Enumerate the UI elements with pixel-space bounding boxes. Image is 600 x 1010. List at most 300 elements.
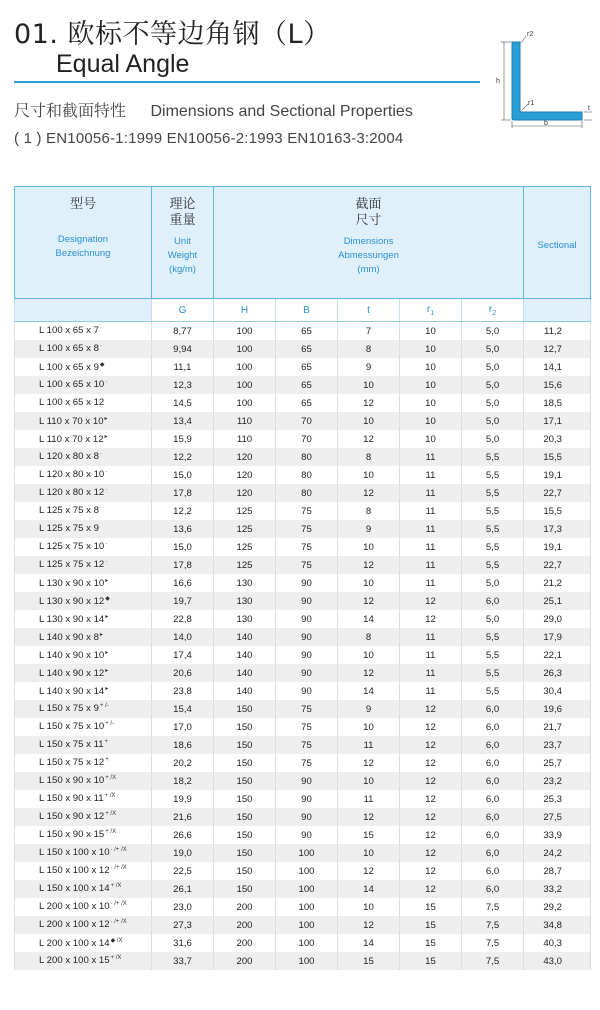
table-row	[15, 898, 591, 916]
cell-b: 65	[276, 358, 338, 376]
symbol-designation-blank	[15, 299, 152, 322]
cell-t: 10	[338, 574, 400, 592]
designation-mark: ·	[105, 469, 108, 476]
cell-designation	[15, 520, 152, 538]
designation-mark: ◆	[105, 595, 110, 602]
cell-b: 80	[276, 466, 338, 484]
cell-g: 14,5	[152, 394, 214, 412]
cell-sectional: 22,7	[524, 556, 591, 574]
cell-h: 125	[214, 556, 276, 574]
cell-r1: 10	[400, 412, 462, 430]
cell-r1: 11	[400, 502, 462, 520]
designation-text: L 150 x 100 x 12	[39, 865, 110, 877]
cell-g: 15,0	[152, 466, 214, 484]
cell-t: 12	[338, 484, 400, 502]
cell-r2: 7,5	[462, 898, 524, 916]
cell-designation	[15, 682, 152, 700]
col-designation-en2: Bezeichnung	[55, 248, 111, 259]
table-row	[15, 880, 591, 898]
designation-mark: ▸	[99, 631, 103, 638]
designation-text: L 150 x 90 x 10	[39, 775, 105, 787]
cell-t: 10	[338, 844, 400, 862]
col-sectional	[524, 187, 591, 299]
cell-r2: 6,0	[462, 736, 524, 754]
cell-r1: 11	[400, 574, 462, 592]
cell-h: 150	[214, 700, 276, 718]
cell-r1: 10	[400, 430, 462, 448]
cell-sectional: 19,6	[524, 700, 591, 718]
cell-designation	[15, 592, 152, 610]
cell-r1: 12	[400, 880, 462, 898]
cell-h: 200	[214, 916, 276, 934]
designation-mark: ·	[99, 325, 102, 332]
cell-t: 11	[338, 736, 400, 754]
cell-sectional: 19,1	[524, 466, 591, 484]
cell-sectional: 17,3	[524, 520, 591, 538]
equal-angle-section-icon	[484, 28, 596, 128]
designation-mark: ▸	[105, 667, 109, 674]
designation-mark: ▸	[105, 685, 109, 692]
cell-t: 9	[338, 700, 400, 718]
symbol-r1-base: r	[426, 303, 431, 315]
cell-r2: 6,0	[462, 754, 524, 772]
cell-g: 23,0	[152, 898, 214, 916]
designation-mark: + /X	[110, 955, 122, 962]
col-dimensions-en2: Abmessungen	[338, 250, 399, 261]
cell-g: 31,6	[152, 934, 214, 952]
cell-designation	[15, 394, 152, 412]
standards-line: ( 1 ) EN10056-1:1999 EN10056-2:1993 EN10163-3:2004	[14, 130, 404, 147]
cell-r1: 10	[400, 376, 462, 394]
cell-sectional: 15,5	[524, 502, 591, 520]
cell-r1: 12	[400, 862, 462, 880]
symbol-row	[15, 299, 591, 322]
designation-text: L 100 x 65 x 9	[39, 362, 99, 374]
col-dimensions	[214, 187, 524, 299]
cell-r1: 12	[400, 592, 462, 610]
cell-r2: 5,5	[462, 646, 524, 664]
cell-h: 100	[214, 394, 276, 412]
cell-b: 75	[276, 700, 338, 718]
cell-b: 75	[276, 556, 338, 574]
designation-text: L 200 x 100 x 12	[39, 919, 110, 931]
designation-mark: + /X	[105, 829, 117, 836]
cell-h: 150	[214, 790, 276, 808]
cell-h: 150	[214, 754, 276, 772]
designation-text: L 140 x 90 x 10	[39, 650, 105, 662]
cell-t: 12	[338, 430, 400, 448]
designation-text: L 200 x 100 x 15	[39, 955, 110, 967]
cell-g: 26,1	[152, 880, 214, 898]
designation-text: L 120 x 80 x 10	[39, 469, 105, 481]
cell-designation	[15, 484, 152, 502]
cell-r2: 5,0	[462, 412, 524, 430]
cell-h: 140	[214, 664, 276, 682]
table-row	[15, 736, 591, 754]
designation-text: L 100 x 65 x 7	[39, 325, 99, 337]
cell-b: 75	[276, 754, 338, 772]
label-t: t	[588, 105, 590, 112]
table-row	[15, 718, 591, 736]
table-row	[15, 376, 591, 394]
cell-t: 9	[338, 520, 400, 538]
cell-sectional: 25,1	[524, 592, 591, 610]
table-row	[15, 592, 591, 610]
cell-r2: 5,5	[462, 484, 524, 502]
cell-designation	[15, 646, 152, 664]
cell-g: 16,6	[152, 574, 214, 592]
cell-r2: 5,5	[462, 664, 524, 682]
cell-b: 70	[276, 412, 338, 430]
cell-h: 110	[214, 430, 276, 448]
table-body	[15, 322, 591, 971]
cell-g: 13,6	[152, 520, 214, 538]
cell-h: 100	[214, 376, 276, 394]
header-row	[15, 187, 591, 299]
cell-h: 150	[214, 826, 276, 844]
table-row	[15, 412, 591, 430]
designation-text: L 125 x 75 x 10	[39, 541, 105, 553]
col-dimensions-en3: (mm)	[357, 264, 380, 275]
table-row	[15, 484, 591, 502]
cell-h: 125	[214, 538, 276, 556]
cell-b: 100	[276, 862, 338, 880]
designation-text: L 150 x 100 x 14	[39, 883, 110, 895]
cell-r2: 5,0	[462, 430, 524, 448]
col-weight-en2: Weight	[167, 250, 198, 261]
cell-h: 100	[214, 340, 276, 358]
col-dimensions-cn2: 尺寸	[355, 213, 382, 228]
cell-designation	[15, 754, 152, 772]
cell-sectional: 17,1	[524, 412, 591, 430]
cell-h: 150	[214, 880, 276, 898]
cell-g: 22,8	[152, 610, 214, 628]
cell-designation	[15, 412, 152, 430]
table-row	[15, 790, 591, 808]
cell-t: 8	[338, 448, 400, 466]
cell-r2: 5,0	[462, 610, 524, 628]
table-row	[15, 646, 591, 664]
cell-designation	[15, 448, 152, 466]
cell-t: 10	[338, 772, 400, 790]
cell-sectional: 18,5	[524, 394, 591, 412]
cell-designation	[15, 736, 152, 754]
designation-text: L 200 x 100 x 14	[39, 938, 110, 950]
cell-h: 110	[214, 412, 276, 430]
cell-sectional: 34,8	[524, 916, 591, 934]
cell-sectional: 25,3	[524, 790, 591, 808]
designation-mark: +	[104, 739, 109, 746]
cell-t: 14	[338, 880, 400, 898]
designation-text: L 150 x 90 x 15	[39, 829, 105, 841]
table-row	[15, 844, 591, 862]
cell-g: 12,2	[152, 448, 214, 466]
cell-sectional: 29,2	[524, 898, 591, 916]
cell-r2: 5,5	[462, 520, 524, 538]
cell-designation	[15, 880, 152, 898]
symbol-r2	[462, 299, 524, 322]
designation-mark: ▸	[105, 649, 109, 656]
cell-r2: 5,5	[462, 448, 524, 466]
symbol-r2-sub: 2	[492, 309, 497, 317]
cell-g: 8,77	[152, 322, 214, 341]
cell-sectional: 27,5	[524, 808, 591, 826]
cell-sectional: 23,7	[524, 736, 591, 754]
col-weight-en1: Unit	[174, 236, 191, 247]
cell-sectional: 22,1	[524, 646, 591, 664]
page-header	[0, 0, 600, 180]
table-row	[15, 754, 591, 772]
designation-text: L 100 x 65 x 8	[39, 343, 99, 355]
col-weight-cn2: 重量	[169, 213, 196, 228]
cell-r2: 6,0	[462, 880, 524, 898]
cell-designation	[15, 502, 152, 520]
cell-r1: 12	[400, 718, 462, 736]
cell-h: 120	[214, 448, 276, 466]
title-chinese: 01. 欧标不等边角钢（L）	[14, 19, 331, 50]
table-row	[15, 574, 591, 592]
cell-g: 15,9	[152, 430, 214, 448]
designation-text: L 150 x 75 x 12	[39, 757, 105, 769]
cell-designation	[15, 826, 152, 844]
table-row	[15, 952, 591, 970]
cell-sectional: 30,4	[524, 682, 591, 700]
table-row	[15, 934, 591, 952]
cell-b: 90	[276, 772, 338, 790]
cell-h: 130	[214, 592, 276, 610]
cell-g: 17,0	[152, 718, 214, 736]
cell-sectional: 25,7	[524, 754, 591, 772]
cell-b: 90	[276, 610, 338, 628]
designation-mark: + /-	[105, 721, 115, 728]
cell-sectional: 43,0	[524, 952, 591, 970]
designation-text: L 150 x 75 x 10	[39, 721, 105, 733]
cell-r1: 10	[400, 394, 462, 412]
cell-g: 22,5	[152, 862, 214, 880]
designation-mark: · /+ /X	[110, 901, 127, 908]
table-row	[15, 448, 591, 466]
cell-t: 10	[338, 412, 400, 430]
cell-h: 200	[214, 898, 276, 916]
cell-b: 100	[276, 952, 338, 970]
cell-t: 12	[338, 754, 400, 772]
cell-b: 90	[276, 628, 338, 646]
cell-b: 75	[276, 520, 338, 538]
cell-t: 10	[338, 718, 400, 736]
cell-b: 90	[276, 808, 338, 826]
cell-b: 90	[276, 646, 338, 664]
symbol-r1-sub: 1	[430, 309, 435, 317]
cell-g: 14,0	[152, 628, 214, 646]
cell-b: 65	[276, 394, 338, 412]
cell-g: 33,7	[152, 952, 214, 970]
cell-r1: 11	[400, 520, 462, 538]
cell-g: 13,4	[152, 412, 214, 430]
cell-designation	[15, 376, 152, 394]
cell-b: 100	[276, 898, 338, 916]
symbol-b: B	[276, 299, 338, 322]
cell-g: 11,1	[152, 358, 214, 376]
cell-designation	[15, 934, 152, 952]
designation-text: L 120 x 80 x 8	[39, 451, 99, 463]
cell-t: 12	[338, 592, 400, 610]
cell-designation	[15, 466, 152, 484]
cell-sectional: 33,9	[524, 826, 591, 844]
designation-mark: + /-	[99, 703, 109, 710]
cell-sectional: 20,3	[524, 430, 591, 448]
designation-text: L 100 x 65 x 10	[39, 379, 105, 391]
cell-g: 12,2	[152, 502, 214, 520]
cell-r2: 5,5	[462, 628, 524, 646]
cell-t: 12	[338, 664, 400, 682]
cell-b: 65	[276, 322, 338, 341]
symbol-h: H	[214, 299, 276, 322]
cell-b: 70	[276, 430, 338, 448]
cell-r2: 6,0	[462, 862, 524, 880]
cell-g: 20,6	[152, 664, 214, 682]
cell-r1: 11	[400, 628, 462, 646]
designation-text: L 110 x 70 x 12	[39, 434, 104, 446]
designation-mark: · /+ /X	[110, 847, 127, 854]
designation-mark: ·	[105, 559, 108, 566]
cell-h: 100	[214, 358, 276, 376]
designation-text: L 150 x 75 x 11	[39, 739, 104, 751]
table-row	[15, 826, 591, 844]
cell-t: 14	[338, 682, 400, 700]
cell-designation	[15, 358, 152, 376]
cell-t: 12	[338, 556, 400, 574]
cell-t: 12	[338, 808, 400, 826]
cell-r2: 5,5	[462, 502, 524, 520]
designation-text: L 150 x 75 x 9	[39, 703, 99, 715]
col-sectional-en: Sectional	[537, 240, 577, 251]
cell-r1: 11	[400, 484, 462, 502]
cell-r2: 6,0	[462, 700, 524, 718]
cell-t: 7	[338, 322, 400, 341]
symbol-sectional-blank	[524, 299, 591, 322]
table-row	[15, 862, 591, 880]
cell-r1: 15	[400, 952, 462, 970]
cell-sectional: 17,9	[524, 628, 591, 646]
cell-t: 12	[338, 916, 400, 934]
cell-g: 17,8	[152, 484, 214, 502]
cell-r2: 5,5	[462, 538, 524, 556]
cell-designation	[15, 700, 152, 718]
table-row	[15, 430, 591, 448]
cell-sectional: 12,7	[524, 340, 591, 358]
cell-r1: 12	[400, 844, 462, 862]
designation-mark: ·	[99, 505, 102, 512]
subtitle-english: Dimensions and Sectional Properties	[150, 103, 413, 120]
cell-b: 75	[276, 502, 338, 520]
cell-r1: 12	[400, 736, 462, 754]
cell-t: 14	[338, 610, 400, 628]
title-divider	[14, 81, 480, 83]
cell-sectional: 14,1	[524, 358, 591, 376]
cell-g: 17,4	[152, 646, 214, 664]
cell-r2: 5,5	[462, 556, 524, 574]
cell-t: 10	[338, 646, 400, 664]
cell-t: 15	[338, 826, 400, 844]
designation-mark: ▸	[105, 577, 109, 584]
cell-r2: 5,0	[462, 358, 524, 376]
designation-text: L 110 x 70 x 10	[39, 416, 104, 428]
col-weight-en3: (kg/m)	[169, 264, 196, 275]
designation-text: L 130 x 90 x 10	[39, 578, 105, 590]
table-row	[15, 322, 591, 341]
cell-designation	[15, 952, 152, 970]
cell-r1: 12	[400, 808, 462, 826]
cell-r1: 11	[400, 538, 462, 556]
cell-h: 140	[214, 682, 276, 700]
col-designation-cn: 型号	[69, 197, 96, 212]
table-row	[15, 700, 591, 718]
cell-r1: 15	[400, 934, 462, 952]
cell-t: 12	[338, 862, 400, 880]
cell-sectional: 15,5	[524, 448, 591, 466]
cell-b: 100	[276, 916, 338, 934]
cell-designation	[15, 718, 152, 736]
col-designation	[15, 187, 152, 299]
designation-mark: ·	[105, 541, 108, 548]
cell-r1: 11	[400, 448, 462, 466]
designation-text: L 140 x 90 x 8	[39, 632, 99, 644]
cell-r2: 6,0	[462, 826, 524, 844]
cell-designation	[15, 538, 152, 556]
table-row	[15, 682, 591, 700]
cell-b: 90	[276, 790, 338, 808]
cell-h: 140	[214, 646, 276, 664]
cell-designation	[15, 862, 152, 880]
cell-b: 90	[276, 574, 338, 592]
label-h: h	[496, 78, 500, 85]
designation-text: L 200 x 100 x 10	[39, 901, 110, 913]
cell-b: 65	[276, 340, 338, 358]
cell-g: 17,8	[152, 556, 214, 574]
cell-h: 200	[214, 952, 276, 970]
col-designation-en1: Designation	[57, 234, 109, 245]
designation-mark: ·	[105, 379, 108, 386]
cell-t: 8	[338, 628, 400, 646]
cell-designation	[15, 772, 152, 790]
cell-r2: 5,0	[462, 322, 524, 341]
cell-sectional: 19,1	[524, 538, 591, 556]
cell-r1: 11	[400, 466, 462, 484]
symbol-r1	[400, 299, 462, 322]
cell-r2: 6,0	[462, 844, 524, 862]
cell-r1: 15	[400, 898, 462, 916]
cell-r2: 6,0	[462, 808, 524, 826]
cell-g: 20,2	[152, 754, 214, 772]
cell-b: 90	[276, 826, 338, 844]
cell-r1: 11	[400, 646, 462, 664]
cell-g: 19,9	[152, 790, 214, 808]
designation-mark: ▸	[104, 433, 108, 440]
dimensions-table	[14, 186, 591, 970]
cell-h: 125	[214, 502, 276, 520]
cell-r1: 12	[400, 754, 462, 772]
cell-h: 120	[214, 466, 276, 484]
angle-profile-shape	[512, 42, 582, 120]
cell-h: 120	[214, 484, 276, 502]
designation-text: L 140 x 90 x 14	[39, 686, 105, 698]
designation-text: L 150 x 90 x 12	[39, 811, 105, 823]
cell-r2: 5,0	[462, 394, 524, 412]
cell-b: 75	[276, 538, 338, 556]
cell-b: 75	[276, 736, 338, 754]
cell-r1: 10	[400, 358, 462, 376]
cell-sectional: 15,6	[524, 376, 591, 394]
